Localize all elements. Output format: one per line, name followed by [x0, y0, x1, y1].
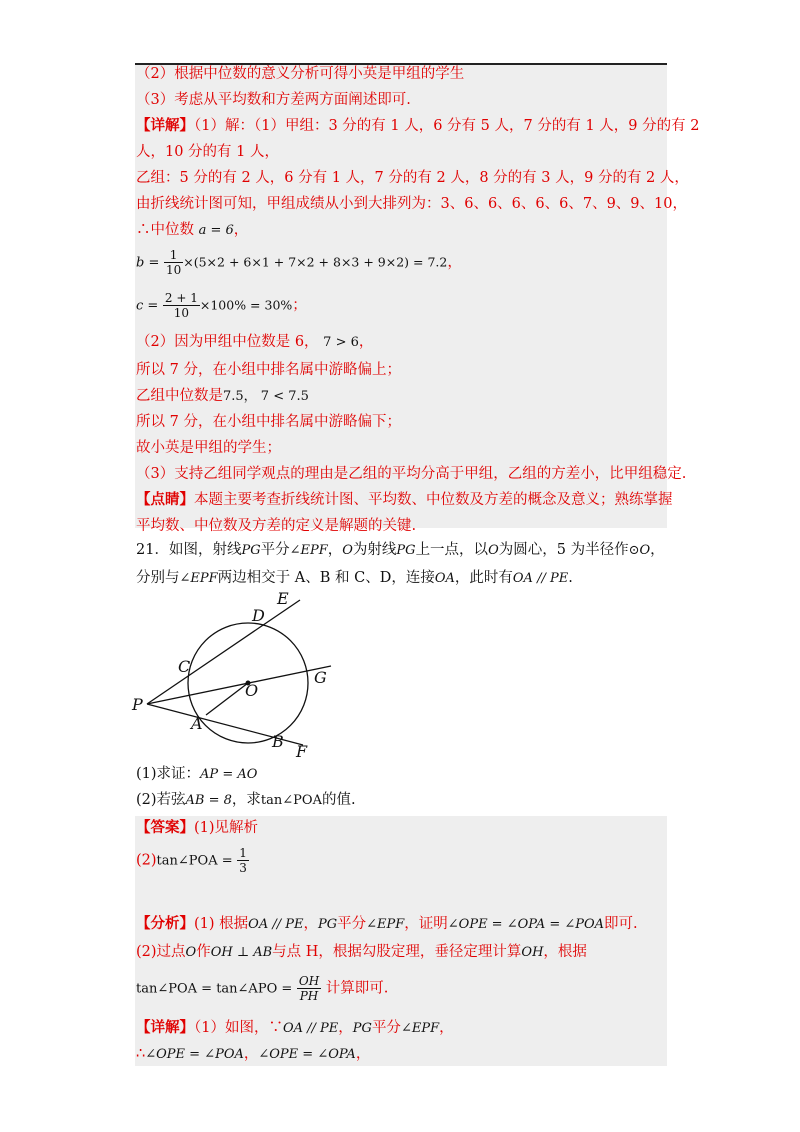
q21-line-2: 分别与∠EPF两边相交于 A、B 和 C、D，连接OA，此时有OA // PE.	[136, 570, 573, 586]
sol-line-16: 【点睛】本题主要考查折线统计图、平均数、中位数及方差的概念及意义；熟练掌握	[136, 491, 673, 508]
sol-line-11: 所以 7 分，在小组中排名属中游略偏上；	[136, 362, 401, 378]
sol-line-3: 【详解】（1）解：（1）甲组：3 分的有 1 人，6 分有 5 人，7 分的有 1 人，9 分的有 2	[136, 117, 700, 134]
sol-line-7: ∴中位数 a = 6，	[136, 222, 249, 238]
label-e: E	[277, 590, 289, 608]
answer-line-2: (2)tan∠POA = $\frac{1}{3}$	[136, 846, 247, 875]
analysis-line-1: 【分析】(1) 根据OA // PE，PG平分∠EPF，证明∠OPE = ∠OPA = ∠POA即可.	[136, 915, 638, 932]
sol-line-9: c = $\frac{2 + 1}{10}$ ×100% = 30%；	[136, 291, 307, 320]
label-b: B	[272, 732, 284, 751]
sol-line-2: （3）考虑从平均数和方差两方面阐述即可.	[136, 92, 411, 108]
sol-line-12: 乙组中位数是7.5， 7 < 7.5	[136, 388, 309, 404]
comment-tag: 【点睛】	[136, 491, 194, 508]
label-o: O	[245, 681, 259, 700]
sol-line-4: 人，10 分的有 1 人，	[136, 144, 280, 160]
label-g: G	[314, 668, 327, 687]
analysis-line-3: tan∠POA = tan∠APO = $\frac{OH}{PH}$ 计算即可.	[136, 974, 389, 1003]
q21-line-1: 21．如图，射线PG平分∠EPF，O为射线PG上一点，以O为圆心，5 为半径作⊙O，	[136, 542, 665, 558]
sol-line-5: 乙组：5 分的有 2 人，6 分有 1 人，7 分的有 2 人，8 分的有 3 人，9 分的有 2 人，	[136, 170, 689, 186]
geometry-figure	[128, 590, 348, 760]
sol-line-14: 故小英是甲组的学生；	[136, 440, 281, 456]
label-f: F	[296, 742, 308, 760]
label-d: D	[252, 606, 265, 625]
label-p: P	[132, 695, 143, 714]
detail-line-2: ∴∠OPE = ∠POA，∠OPE = ∠OPA，	[136, 1046, 371, 1062]
q21-part-2: (2)若弦AB = 8，求tan∠POA的值.	[136, 792, 356, 808]
analysis-tag: 【分析】	[136, 915, 194, 932]
detail-tag: 【详解】	[136, 117, 194, 134]
answer-tag: 【答案】	[136, 819, 194, 836]
sol-line-13: 所以 7 分，在小组中排名属中游略偏下；	[136, 414, 401, 430]
sol-line-1: （2）根据中位数的意义分析可得小英是甲组的学生	[136, 66, 465, 82]
analysis-line-2: (2)过点O作OH ⊥ AB与点 H，根据勾股定理，垂径定理计算OH，根据	[136, 944, 587, 960]
label-c: C	[178, 657, 191, 676]
sol-line-8: b = $\frac{1}{10}$ ×(5×2 + 6×1 + 7×2 + 8×3 + 9×2) = 7.2，	[136, 248, 462, 277]
sol-line-6: 由折线统计图可知，甲组成绩从小到大排列为：3、6、6、6、6、6、7、9、9、10，	[136, 196, 687, 212]
answer-line-1: 【答案】(1)见解析	[136, 819, 259, 836]
sol-line-15: （3）支持乙组同学观点的理由是乙组的平均分高于甲组，乙组的方差小，比甲组稳定.	[136, 466, 687, 482]
q21-part-1: (1)求证：AP = AO	[136, 766, 258, 782]
sol-line-10: （2）因为甲组中位数是 6， 7 > 6，	[136, 334, 374, 350]
sol-line-17: 平均数、中位数及方差的定义是解题的关键.	[136, 518, 417, 534]
detail-tag-2: 【详解】	[136, 1019, 194, 1036]
detail-line-1: 【详解】（1）如图，∵OA // PE，PG平分∠EPF，	[136, 1019, 454, 1036]
label-a: A	[191, 714, 203, 733]
